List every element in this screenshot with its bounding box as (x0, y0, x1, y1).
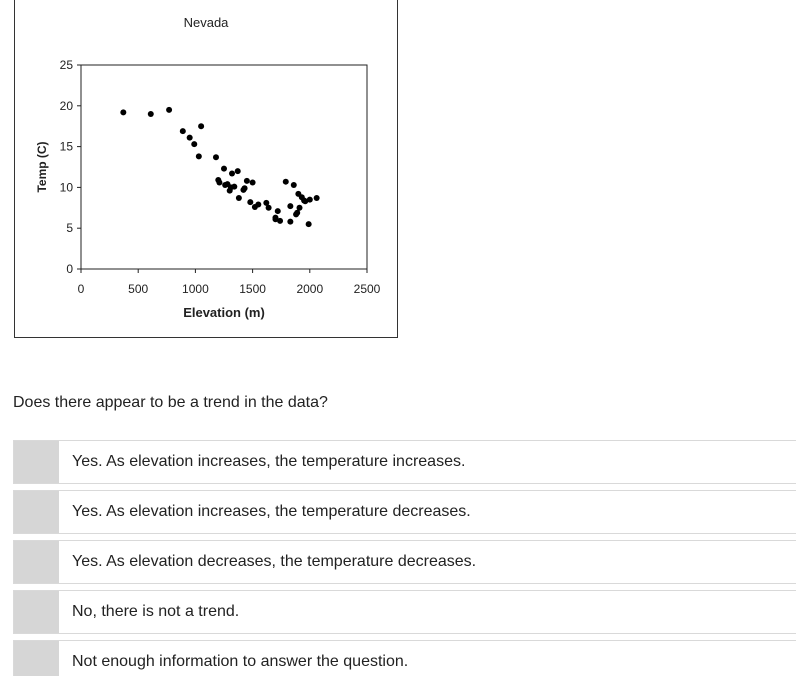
choice-label: Yes. As elevation decreases, the temperature decreases. (72, 553, 477, 570)
y-tick-label: 5 (66, 221, 73, 236)
choice-option-5[interactable] (13, 640, 796, 676)
data-point (275, 208, 281, 214)
y-tick-label: 25 (59, 58, 73, 72)
data-point (287, 219, 293, 225)
choice-select-box[interactable] (14, 441, 59, 483)
choice-option-3[interactable] (13, 540, 796, 584)
x-tick-label: 1500 (239, 282, 266, 296)
data-point (314, 195, 320, 201)
data-point (255, 202, 261, 208)
data-point (229, 171, 235, 177)
question-text: Does there appear to be a trend in the data? (13, 394, 328, 411)
x-tick-label: 1000 (182, 282, 209, 296)
chart-title: Nevada (183, 15, 229, 30)
y-tick-label: 15 (59, 139, 73, 154)
data-point (266, 205, 272, 211)
choice-select-box[interactable] (14, 641, 59, 676)
data-point (291, 182, 297, 188)
x-tick-label: 2500 (353, 282, 381, 296)
choice-label: Yes. As elevation increases, the temperature increases. (72, 453, 466, 470)
choice-option-4[interactable] (13, 590, 796, 634)
data-point (213, 154, 219, 160)
choice-select-box[interactable] (14, 541, 59, 583)
x-tick-label: 500 (128, 282, 149, 296)
data-point (244, 178, 250, 184)
data-point (196, 153, 202, 159)
x-tick-label: 2000 (296, 282, 324, 296)
data-point (250, 180, 256, 186)
choice-label: No, there is not a trend. (72, 603, 240, 620)
choice-label: Not enough information to answer the question. (72, 653, 409, 670)
data-point (120, 109, 126, 115)
data-point (198, 123, 204, 129)
x-axis-ticks (78, 269, 381, 296)
data-point (180, 128, 186, 134)
answer-choices (13, 440, 796, 676)
scatter-chart (15, 0, 399, 339)
data-points (120, 107, 319, 227)
data-point (187, 135, 193, 141)
data-point (277, 218, 283, 224)
data-point (236, 195, 242, 201)
data-point (216, 180, 222, 186)
data-point (231, 184, 237, 190)
y-tick-label: 0 (66, 262, 73, 276)
chart-frame (14, 0, 398, 338)
y-axis-ticks (60, 58, 81, 276)
y-tick-label: 20 (59, 98, 73, 113)
choice-option-1[interactable] (13, 440, 796, 484)
x-axis-label: Elevation (m) (183, 305, 265, 320)
x-tick-label: 0 (77, 282, 85, 296)
y-tick-label: 10 (59, 180, 73, 195)
data-point (297, 205, 303, 211)
data-point (247, 199, 253, 205)
data-point (307, 197, 313, 203)
data-point (221, 166, 227, 172)
data-point (166, 107, 172, 113)
choice-select-box[interactable] (14, 591, 59, 633)
data-point (235, 168, 241, 174)
data-point (283, 179, 289, 185)
y-axis-label: Temp (C) (35, 141, 49, 193)
data-point (242, 185, 248, 191)
choice-option-2[interactable] (13, 490, 796, 534)
choice-label: Yes. As elevation increases, the temperature decreases. (72, 503, 471, 520)
data-point (148, 111, 154, 117)
data-point (306, 221, 312, 227)
data-point (191, 141, 197, 147)
choice-select-box[interactable] (14, 491, 59, 533)
data-point (287, 203, 293, 209)
